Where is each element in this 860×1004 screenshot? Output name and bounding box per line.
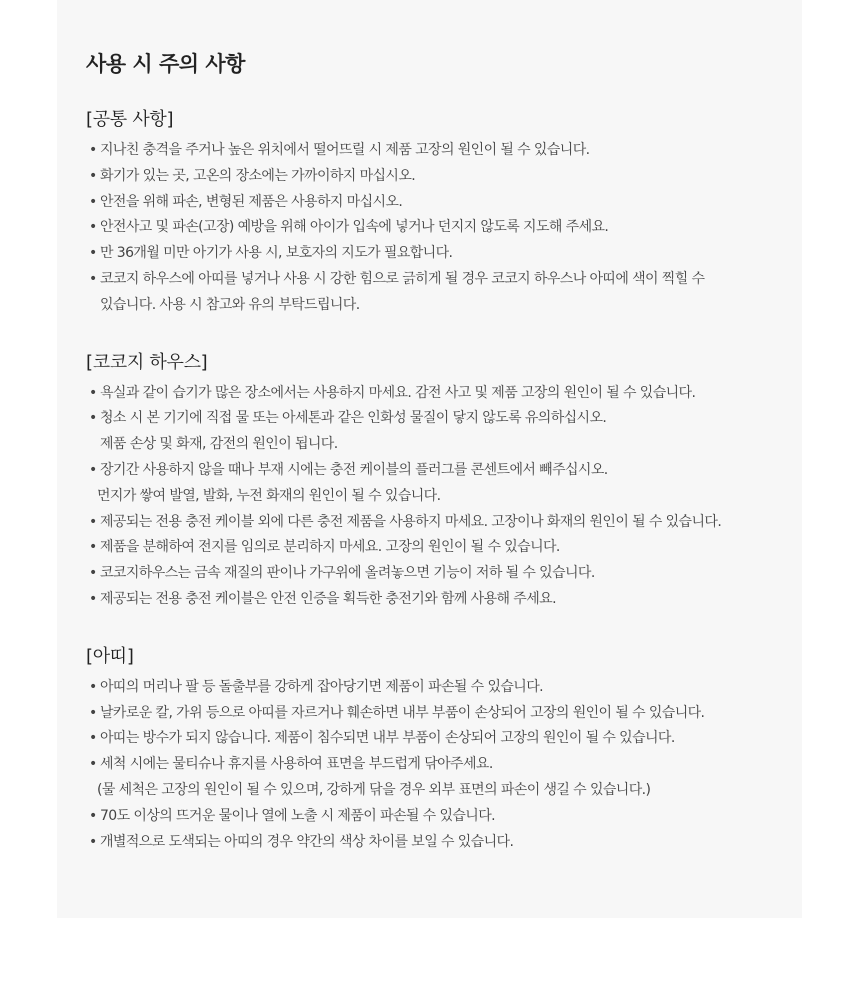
list-item-text: 안전을 위해 파손, 변형된 제품은 사용하지 마십시오. [100,193,403,210]
list-item-text: 장기간 사용하지 않을 때나 부재 시에는 충전 케이블의 플러그를 콘센트에서 빼주십시오. [100,461,608,478]
bullet-icon: • [89,590,97,607]
list-item-text: 화기가 있는 곳, 고온의 장소에는 가까이하지 마십시오. [100,167,416,184]
list-item-text: 만 36개월 미만 아기가 사용 시, 보호자의 지도가 필요합니다. [100,245,453,262]
list-item-text: 아띠의 머리나 팔 등 돌출부를 강하게 잡아당기면 제품이 파손될 수 있습니다. [100,678,543,695]
list-item [86,381,786,407]
page-title: 사용 시 주의 사항 [86,52,245,76]
common-notes-list [86,138,786,319]
bullet-icon: • [89,565,97,582]
bullet-icon: • [89,167,97,184]
caution-panel [57,0,802,918]
section-heading-common: [공통 사항] [86,109,174,130]
list-item [86,241,786,267]
list-item [86,138,786,164]
list-item [86,267,786,319]
list-item [86,804,786,830]
bullet-icon: • [89,833,97,850]
bullet-icon: • [89,539,97,556]
bullet-icon: • [89,270,97,287]
bullet-icon: • [89,513,97,530]
list-item [86,215,786,241]
bullet-icon: • [89,756,97,773]
atti-notes-list [86,675,786,856]
list-item-text: 개별적으로 도색되는 아띠의 경우 약간의 색상 차이를 보일 수 있습니다. [100,833,514,850]
list-item [86,458,786,484]
bullet-icon: • [89,678,97,695]
list-item [86,561,786,587]
list-item [86,535,786,561]
list-item-text: 제공되는 전용 충전 케이블 외에 다른 충전 제품을 사용하지 마세요. 고장이나 화재의 원인이 될 수 있습니다. [100,513,722,530]
list-item-text: 세척 시에는 물티슈나 휴지를 사용하여 표면을 부드럽게 닦아주세요. [100,756,493,773]
list-item-text: 지나친 충격을 주거나 높은 위치에서 떨어뜨릴 시 제품 고장의 원인이 될 수 있습니다. [100,142,590,158]
bullet-icon: • [89,245,97,262]
list-item [86,164,786,190]
bullet-icon: • [89,807,97,824]
section-heading-atti: [아띠] [86,645,134,667]
list-item-continuation [86,778,786,804]
list-item-continuation [86,484,786,510]
bullet-icon: • [89,410,97,427]
list-item [86,726,786,752]
list-item-text: 청소 시 본 기기에 직접 물 또는 아세톤과 같은 인화성 물질이 닿지 않도록 유의하십시오. 제품 손상 및 화재, 감전의 원인이 됩니다. [100,410,607,453]
list-item-text: 제품을 분해하여 전지를 임의로 분리하지 마세요. 고장의 원인이 될 수 있습니다. [100,539,560,556]
section-heading-house: [코코지 하우스] [86,351,208,373]
house-notes-list [86,381,786,613]
list-item-text: 코코지 하우스에 아띠를 넣거나 사용 시 강한 힘으로 긁히게 될 경우 코코지 하우스나 아띠에 색이 찍힐 수 있습니다. 사용 시 참고와 유의 부탁드립니다. [100,270,705,313]
list-item [86,830,786,856]
caution-content [86,49,786,885]
bullet-icon: • [89,219,97,236]
list-item [86,587,786,613]
list-item-text: 안전사고 및 파손(고장) 예방을 위해 아이가 입속에 넣거나 던지지 않도록 지도해 주세요. [100,219,609,236]
list-item [86,190,786,216]
list-item-text: 먼지가 쌓여 발열, 발화, 누전 화재의 원인이 될 수 있습니다. [97,487,441,504]
list-item-text: 제공되는 전용 충전 케이블은 안전 인증을 획득한 충전기와 함께 사용해 주세요. [100,590,556,607]
bullet-icon: • [89,461,97,478]
list-item-text: 아띠는 방수가 되지 않습니다. 제품이 침수되면 내부 부품이 손상되어 고장의 원인이 될 수 있습니다. [100,730,675,747]
bullet-icon: • [89,193,97,210]
list-item [86,752,786,778]
list-item-text: (물 세척은 고장의 원인이 될 수 있으며, 강하게 닦을 경우 외부 표면의 파손이 생길 수 있습니다.) [97,781,651,798]
list-item-text: 날카로운 칼, 가위 등으로 아띠를 자르거나 훼손하면 내부 부품이 손상되어 고장의 원인이 될 수 있습니다. [100,704,705,721]
list-item [86,675,786,701]
bullet-icon: • [89,730,97,747]
bullet-icon: • [89,384,97,401]
list-item [86,510,786,536]
list-item-text: 70도 이상의 뜨거운 물이나 열에 노출 시 제품이 파손될 수 있습니다. [100,807,495,824]
bullet-icon: • [89,142,97,158]
list-item [86,701,786,727]
list-item-text: 코코지하우스는 금속 재질의 판이나 가구위에 올려놓으면 기능이 저하 될 수 있습니다. [100,565,595,582]
bullet-icon: • [89,704,97,721]
list-item [86,406,786,458]
list-item-text: 욕실과 같이 습기가 많은 장소에서는 사용하지 마세요. 감전 사고 및 제품 고장의 원인이 될 수 있습니다. [100,384,696,401]
